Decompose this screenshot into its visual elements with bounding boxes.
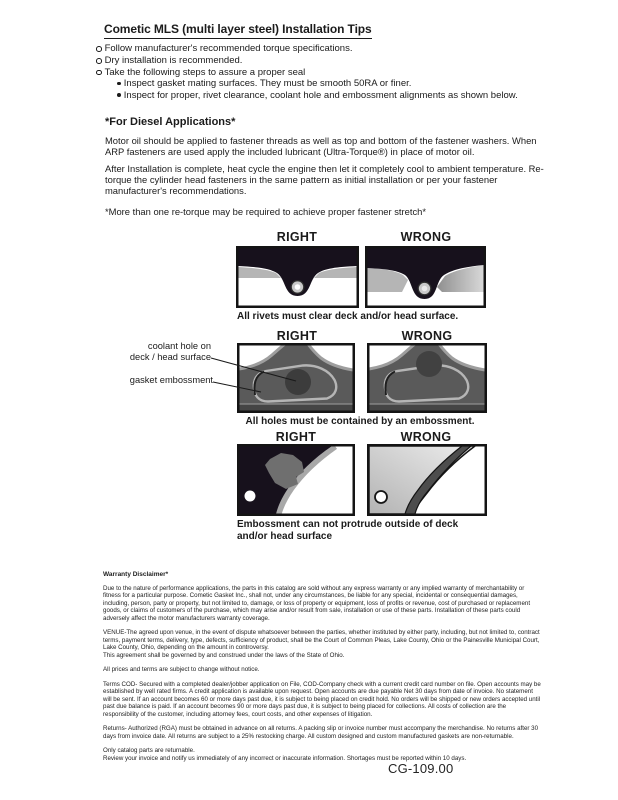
warranty-paragraph: Review your invoice and notify us immediately of any incorrect or inaccurate information. Shortages must be reported within 10 days. bbox=[103, 754, 467, 762]
warranty-paragraph: Terms COD- Secured with a completed dealer/jobber application on File, COD-Company check with a current credit card number on file. Open accounts may be established by well rated firms. A credit application is available upon request. Open accounts are due payable Net 30 days from date of invoice. No statement will be sent. If an account becomes 60 or more days past due, it is subject to being placed on credit hold. No orders will be shipped or new orders accepted until past due balance is paid. If an account becomes 90 or more days past due, it is subject to being placed for collections. All costs of collection are the responsibility of the customer, including attorney fees, court costs, and other expenses of litigation. bbox=[103, 680, 541, 718]
bolt-hole bbox=[245, 491, 256, 502]
figure3-caption: Embossment can not protrude outside of deck and/or head surface bbox=[237, 519, 459, 542]
warranty-paragraph: This agreement shall be governed by and construed under the laws of the State of Ohio. bbox=[103, 651, 345, 659]
page-title: Cometic MLS (multi layer steel) Installation Tips bbox=[104, 22, 372, 39]
retorque-note: *More than one re-torque may be required to achieve proper fastener stretch* bbox=[105, 206, 427, 217]
figure2-caption: All holes must be contained by an embossment. bbox=[245, 416, 475, 427]
figure3-wrong-heading: WRONG bbox=[400, 430, 452, 444]
diesel-heading: *For Diesel Applications* bbox=[105, 116, 236, 128]
tip-bullet-text: Take the following steps to assure a proper seal bbox=[104, 66, 306, 78]
tip-sub-bullet bbox=[117, 78, 566, 90]
dot-bullet-icon bbox=[117, 93, 121, 97]
diesel-paragraph-1: Motor oil should be applied to fastener threads as well as top and bottom of the fastener washers. When ARP fasteners are used apply the included lubricant (Ultra-Torque®) in place of motor oil. bbox=[105, 135, 537, 157]
hollow-bullet-icon bbox=[96, 70, 102, 76]
embossment-right-diagram bbox=[237, 444, 355, 516]
warranty-paragraph: VENUE-The agreed upon venue, in the event of dispute whatsoever between the parties, whether instituted by either party, including, but not limited to, contract terms, payment terms, delivery, type, defects, sufficiency of product, shall be the Court of Common Pleas, Lake County, Ohio or the Painesville Municipal Court, Lake County, Ohio, depending on the amount in controversy. bbox=[103, 629, 540, 651]
tip-sub-bullet bbox=[117, 90, 566, 102]
tip-bullet-text: Follow manufacturer's recommended torque specifications. bbox=[104, 43, 353, 54]
figure1-right-heading: RIGHT bbox=[276, 230, 318, 244]
figure2-right-heading: RIGHT bbox=[276, 329, 318, 343]
leader-lines bbox=[205, 353, 300, 398]
warranty-heading: Warranty Disclaimer* bbox=[103, 571, 169, 578]
diesel-paragraph-2: After Installation is complete, heat cycle the engine then let it completely cool to ambient temperature. Re-torque the cylinder head fasteners in the same pattern as initial installation or per your fastener manufacturer's recommendations. bbox=[105, 163, 544, 196]
figure1-caption: All rivets must clear deck and/or head surface. bbox=[237, 311, 459, 322]
warranty-paragraph: Returns- Authorized (RGA) must be obtained in advance on all returns. A packing slip or invoice number must accompany the merchandise. No returns after 30 days from invoice date. All returns are subject to a 25% restocking charge. All custom designed and custom manufactured gaskets are non-returnable. bbox=[103, 725, 539, 740]
coolant-hole-label: coolant hole on deck / head surface bbox=[129, 341, 211, 362]
rivet-wrong-diagram bbox=[365, 246, 486, 308]
hole-wrong-diagram bbox=[367, 343, 487, 413]
hollow-bullet-icon bbox=[96, 58, 102, 64]
coolant-hole-misaligned bbox=[416, 351, 442, 377]
embossment-wrong-diagram bbox=[367, 444, 487, 516]
warranty-disclaimer bbox=[103, 571, 543, 769]
warranty-paragraph: Due to the nature of performance applications, the parts in this catalog are sold without any express warranty or any implied warranty of merchantability or fitness for a particular purpose. Cometic Gasket Inc., shall not, under any circumstances, be liable for any special, incidental or consequential damages, including, person, party or property, but not limited to, damage, or loss of property or equipment, loss of profits or revenue, cost of purchased or replacement goods, or claims of customers of the purchase, which may arise and/or result from sale, installation or use of these parts. Installation of these parts could adversely affect the motor manufacturers warranty coverage. bbox=[103, 584, 531, 622]
rivet-right-diagram bbox=[236, 246, 359, 308]
hollow-bullet-icon bbox=[96, 46, 102, 52]
tip-bullet bbox=[96, 43, 566, 55]
warranty-paragraph: All prices and terms are subject to change without notice. bbox=[103, 666, 260, 673]
installation-tips-list bbox=[96, 43, 566, 102]
tip-sub-bullet-text: Inspect gasket mating surfaces. They must be smooth 50RA or finer. bbox=[123, 78, 412, 90]
bolt-hole bbox=[375, 491, 387, 503]
page-code: CG-109.00 bbox=[388, 761, 454, 776]
figure3-right-heading: RIGHT bbox=[275, 430, 317, 444]
dot-bullet-icon bbox=[117, 82, 121, 86]
warranty-paragraph: Only catalog parts are returnable. bbox=[103, 747, 195, 754]
tip-sub-bullet-text: Inspect for proper, rivet clearance, coolant hole and embossment alignments as shown below. bbox=[123, 90, 518, 102]
figure1-wrong-heading: WRONG bbox=[400, 230, 452, 244]
tip-bullet bbox=[96, 67, 566, 79]
tip-bullet-text: Dry installation is recommended. bbox=[104, 54, 243, 66]
gasket-embossment-label: gasket embossment bbox=[129, 375, 213, 385]
tip-bullet bbox=[96, 55, 566, 67]
figure2-wrong-heading: WRONG bbox=[401, 329, 453, 343]
